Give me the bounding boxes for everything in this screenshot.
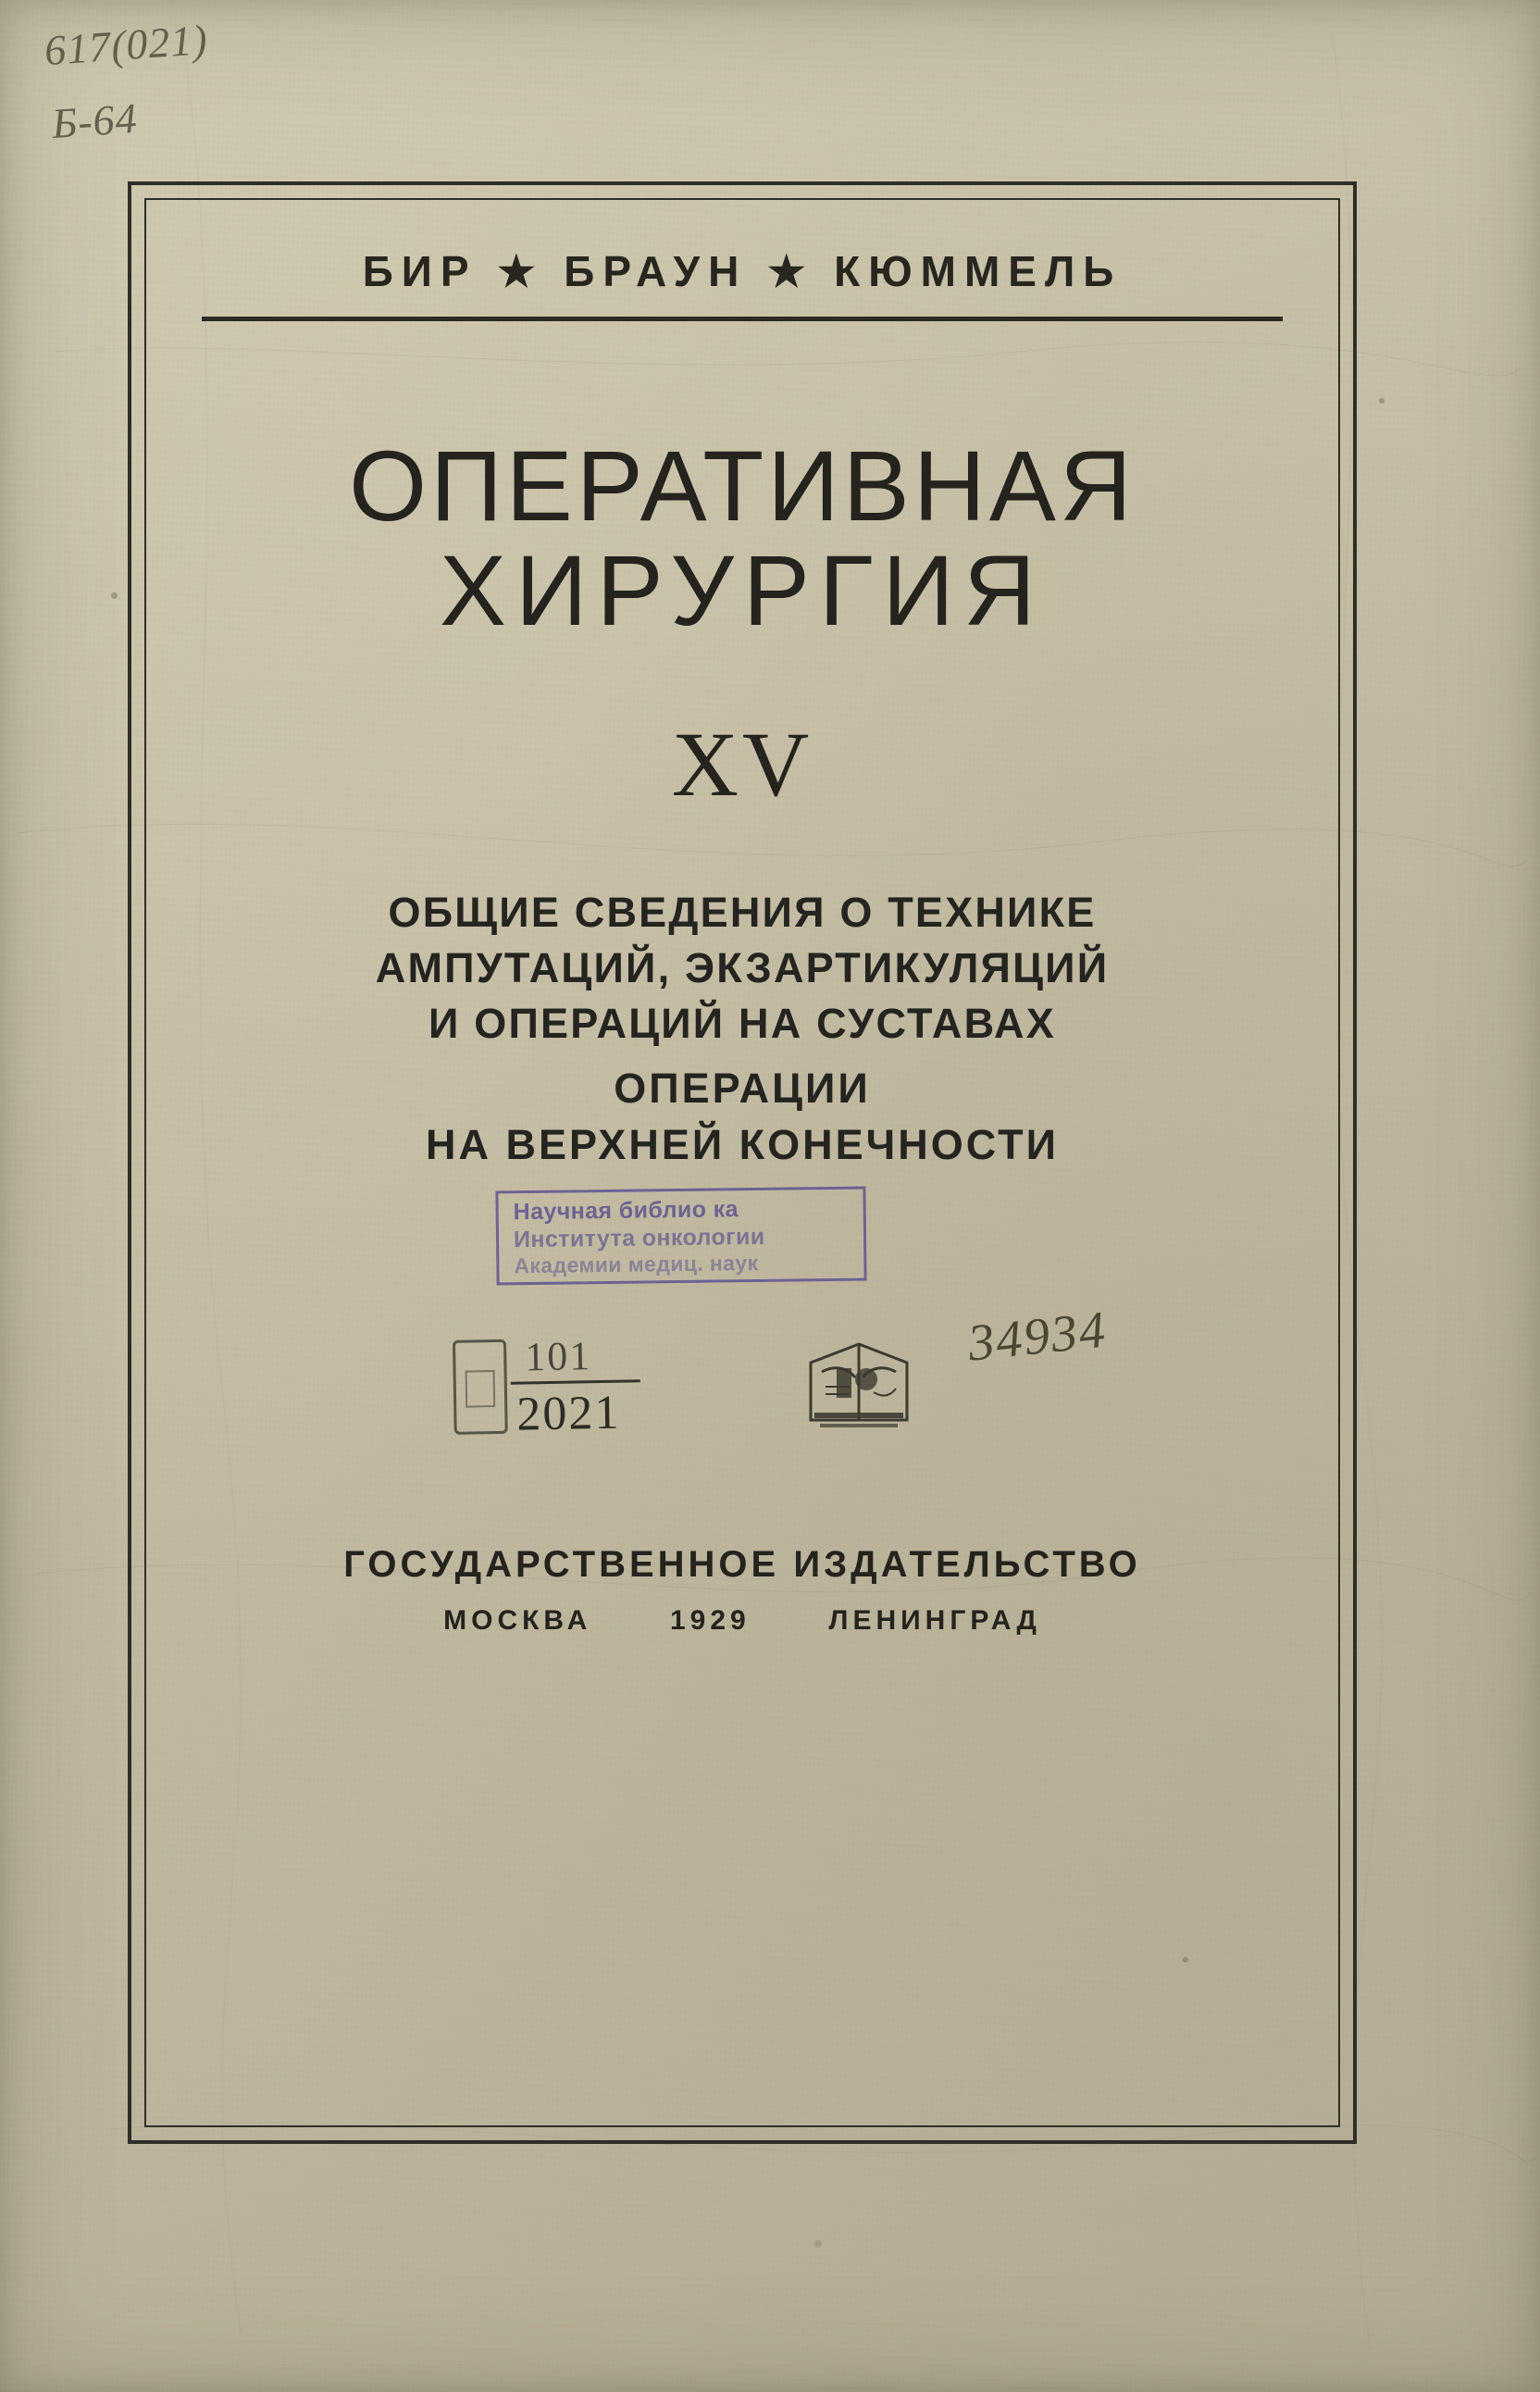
paper-speck: [814, 2240, 822, 2248]
handwritten-call-number-line2: Б-64: [50, 93, 140, 148]
cover-content: [146, 200, 1338, 2125]
cover-frame-inner: [144, 198, 1340, 2127]
handwritten-call-number-line1: 617(021): [43, 15, 210, 75]
library-stamp-line-1: Научная библио ка: [513, 1196, 739, 1226]
title-line-1: ОПЕРАТИВНАЯ: [349, 430, 1136, 542]
handwritten-accession-number: 34934: [965, 1301, 1110, 1373]
publisher-emblem-icon: [794, 1331, 924, 1440]
subtitle-line-2: АМПУТАЦИЙ, ЭКЗАРТИКУЛЯЦИЙ: [375, 943, 1110, 991]
page-title: [146, 430, 1338, 647]
authors-line: БИР ★ БРАУН ★ КЮММЕЛЬ: [362, 247, 1123, 295]
subtitle-block-one: [146, 885, 1338, 1052]
imprint-city-left: МОСКВА: [443, 1605, 592, 1636]
date-stamp-day: 101: [524, 1333, 592, 1380]
library-stamp-line-3: Академии медиц. наук: [514, 1250, 759, 1278]
subtitle-line-1: ОБЩИЕ СВЕДЕНИЯ О ТЕХНИКЕ: [388, 889, 1097, 936]
subtitle-two-line-1: ОПЕРАЦИИ: [614, 1065, 871, 1112]
cover-frame-outer: [128, 181, 1357, 2144]
library-stamp: [495, 1187, 866, 1286]
authors-divider-rule: [202, 317, 1283, 321]
imprint-city-right: ЛЕНИНГРАД: [828, 1605, 1041, 1636]
imprint-year: 1929: [669, 1605, 751, 1636]
subtitle-block-two: [146, 1061, 1338, 1174]
title-line-2: ХИРУРГИЯ: [439, 534, 1046, 647]
date-stamp-bracket-icon: [453, 1339, 508, 1435]
library-stamp-line-2: Института онкологии: [513, 1223, 765, 1252]
publisher-name: ГОСУДАРСТВЕННОЕ ИЗДАТЕЛЬСТВО: [343, 1544, 1141, 1585]
subtitle-two-line-2: НА ВЕРХНЕЙ КОНЕЧНОСТИ: [426, 1120, 1059, 1168]
volume-number: XV: [671, 713, 813, 816]
paper-speck: [111, 592, 118, 599]
imprint-line: [146, 1605, 1338, 1637]
date-stamp: [453, 1333, 649, 1451]
date-stamp-year: 2021: [515, 1386, 621, 1441]
paper-speck: [1379, 398, 1385, 404]
subtitle-line-3: И ОПЕРАЦИЙ НА СУСТАВАХ: [428, 999, 1056, 1047]
